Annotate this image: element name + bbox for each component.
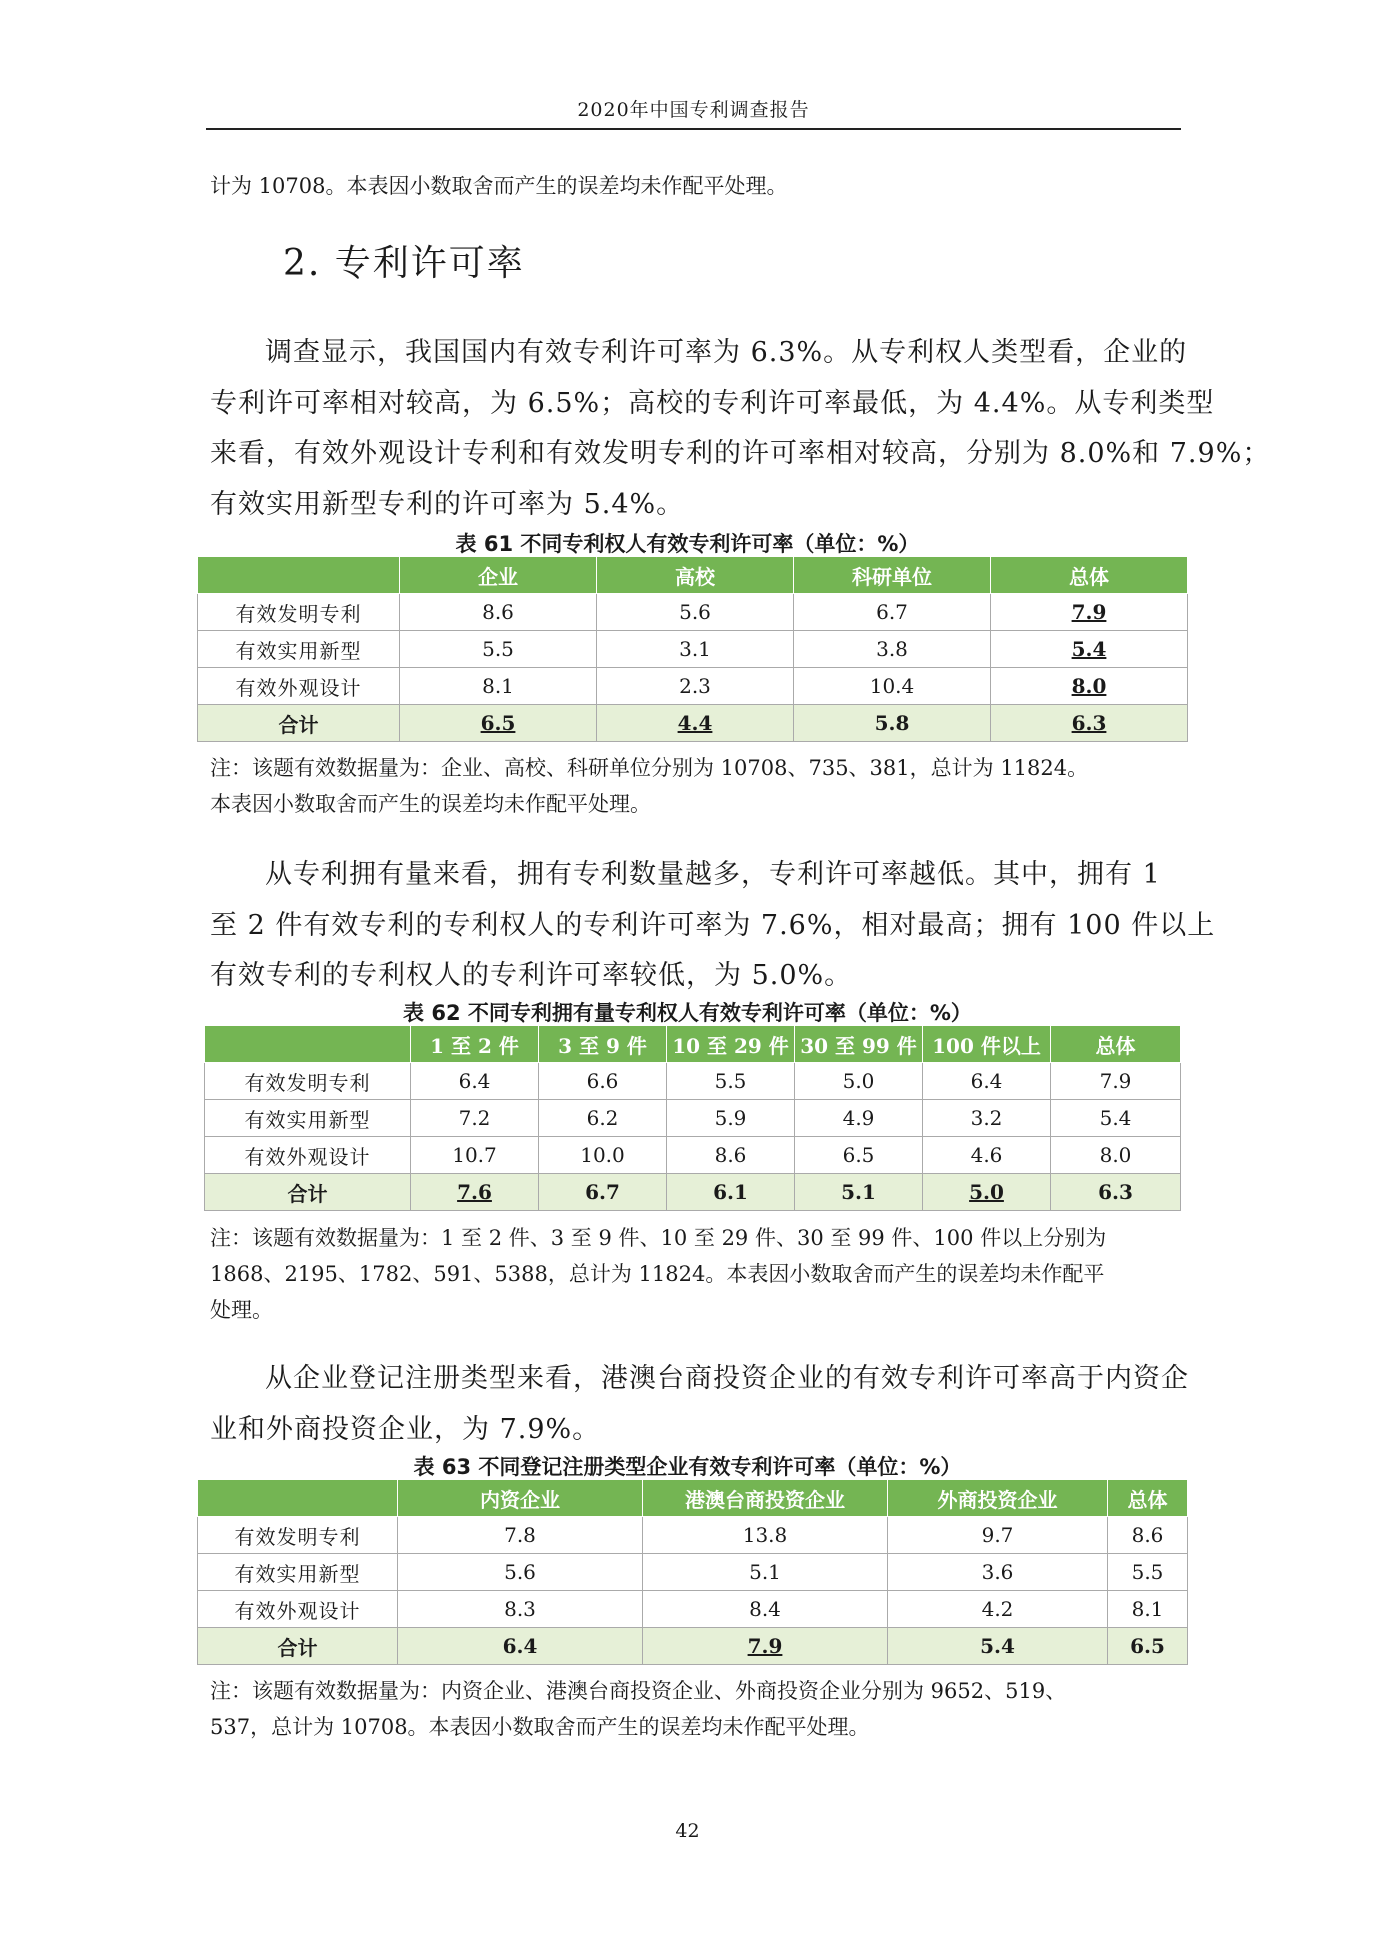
table61-note-line-1: 注：该题有效数据量为：企业、高校、科研单位分别为 10708、735、381，总计为 11824。	[210, 756, 1089, 780]
table63-row-label: 有效外观设计	[198, 1591, 398, 1628]
table61-row-label: 有效发明专利	[198, 594, 400, 631]
table62-header-col: 30 至 99 件	[795, 1026, 923, 1063]
table62-row-label: 有效外观设计	[205, 1137, 411, 1174]
table63-cell: 9.7	[888, 1517, 1108, 1554]
table61-cell	[400, 705, 597, 742]
table62-cell: 6.1	[667, 1174, 795, 1211]
table63-header-corner	[198, 1480, 398, 1517]
table61-caption: 表 61 不同专利权人有效专利许可率（单位：%）	[455, 532, 920, 556]
table-row	[198, 1554, 1188, 1591]
table61-header-col: 企业	[400, 557, 597, 594]
table62-cell-value: 7.6	[457, 1180, 492, 1204]
table62-cell: 10.7	[411, 1137, 539, 1174]
table61-row-label: 有效外观设计	[198, 668, 400, 705]
table62-header-col: 3 至 9 件	[539, 1026, 667, 1063]
table61-header-col: 科研单位	[794, 557, 991, 594]
table61-cell: 2.3	[597, 668, 794, 705]
table63-cell: 6.5	[1108, 1628, 1188, 1665]
section-heading: 2. 专利许可率	[283, 243, 525, 284]
table62-header-col: 100 件以上	[923, 1026, 1051, 1063]
table63-total-row	[198, 1628, 1188, 1665]
table62-cell: 3.2	[923, 1100, 1051, 1137]
table61-cell: 5.5	[400, 631, 597, 668]
table61-cell-value: 8.0	[1071, 674, 1107, 698]
table62-cell: 8.0	[1051, 1137, 1181, 1174]
table61-cell: 8.6	[400, 594, 597, 631]
para1-line-1: 调查显示，我国国内有效专利许可率为 6.3%。从专利权人类型看，企业的	[265, 337, 1188, 368]
table63-cell: 7.8	[398, 1517, 643, 1554]
table62	[204, 1025, 1181, 1211]
table61-cell-value: 6.3	[1071, 711, 1107, 735]
table61-row-label: 有效实用新型	[198, 631, 400, 668]
table61-cell: 8.1	[400, 668, 597, 705]
table63-header-col: 外商投资企业	[888, 1480, 1108, 1517]
table63-header-col: 内资企业	[398, 1480, 643, 1517]
table61-cell: 5.6	[597, 594, 794, 631]
table-row	[198, 668, 1188, 705]
table62-note-line-2: 1868、2195、1782、591、5388，总计为 11824。本表因小数取舍而产生的误差均未作配平	[210, 1262, 1105, 1286]
table62-cell: 6.7	[539, 1174, 667, 1211]
table63-header-col: 总体	[1108, 1480, 1188, 1517]
table62-row-label: 有效实用新型	[205, 1100, 411, 1137]
table61-note-line-2: 本表因小数取舍而产生的误差均未作配平处理。	[210, 792, 651, 816]
table61-cell	[991, 705, 1188, 742]
table63-caption: 表 63 不同登记注册类型企业有效专利许可率（单位：%）	[413, 1455, 962, 1479]
table63-cell-value: 7.9	[747, 1634, 783, 1658]
table62-cell: 7.9	[1051, 1063, 1181, 1100]
table63-cell: 8.1	[1108, 1591, 1188, 1628]
table61-total-row	[198, 705, 1188, 742]
table62-cell: 4.6	[923, 1137, 1051, 1174]
table-row	[205, 1137, 1181, 1174]
para3-line-2: 业和外商投资企业，为 7.9%。	[210, 1414, 601, 1445]
table62-cell: 6.2	[539, 1100, 667, 1137]
table63	[197, 1479, 1188, 1665]
table63-cell: 4.2	[888, 1591, 1108, 1628]
para1-line-2: 专利许可率相对较高，为 6.5%；高校的专利许可率最低，为 4.4%。从专利类型	[210, 388, 1215, 419]
table62-cell: 6.4	[923, 1063, 1051, 1100]
table63-header-row	[198, 1480, 1188, 1517]
para3-line-1: 从企业登记注册类型来看，港澳台商投资企业的有效专利许可率高于内资企	[265, 1363, 1189, 1394]
table61-total-label: 合计	[198, 705, 400, 742]
table62-cell: 6.5	[795, 1137, 923, 1174]
table-row	[198, 631, 1188, 668]
table62-cell: 4.9	[795, 1100, 923, 1137]
table61-header-row	[198, 557, 1188, 594]
table63-row-label: 有效发明专利	[198, 1517, 398, 1554]
table63-total-label: 合计	[198, 1628, 398, 1665]
table62-cell	[411, 1174, 539, 1211]
table63-cell: 8.3	[398, 1591, 643, 1628]
table61-cell: 3.1	[597, 631, 794, 668]
table-row	[205, 1100, 1181, 1137]
para1-line-3: 来看，有效外观设计专利和有效发明专利的许可率相对较高，分别为 8.0%和 7.9%；	[210, 438, 1271, 469]
table63-cell: 6.4	[398, 1628, 643, 1665]
para1-line-4: 有效实用新型专利的许可率为 5.4%。	[210, 489, 685, 520]
table62-cell: 6.6	[539, 1063, 667, 1100]
table61-cell: 6.7	[794, 594, 991, 631]
table62-cell: 8.6	[667, 1137, 795, 1174]
table62-note-line-3: 处理。	[210, 1298, 273, 1322]
table62-header-col: 10 至 29 件	[667, 1026, 795, 1063]
table63-cell: 5.6	[398, 1554, 643, 1591]
table62-cell: 5.0	[795, 1063, 923, 1100]
table62-cell: 6.4	[411, 1063, 539, 1100]
table63-note-line-1: 注：该题有效数据量为：内资企业、港澳台商投资企业、外商投资企业分别为 9652、519、	[210, 1679, 1067, 1703]
table63-cell: 5.5	[1108, 1554, 1188, 1591]
table61-cell-value: 6.5	[480, 711, 516, 735]
table-row	[198, 1517, 1188, 1554]
table62-cell: 5.5	[667, 1063, 795, 1100]
table-row	[198, 594, 1188, 631]
table61-cell	[991, 594, 1188, 631]
table-row	[198, 1591, 1188, 1628]
table-row	[205, 1063, 1181, 1100]
table61-cell-value: 5.4	[1071, 637, 1107, 661]
table62-cell: 7.2	[411, 1100, 539, 1137]
intro-line: 计为 10708。本表因小数取舍而产生的误差均未作配平处理。	[210, 174, 788, 198]
table63-cell: 5.1	[643, 1554, 888, 1591]
para2-line-3: 有效专利的专利权人的专利许可率较低，为 5.0%。	[210, 960, 853, 991]
table61-cell: 10.4	[794, 668, 991, 705]
table62-caption: 表 62 不同专利拥有量专利权人有效专利许可率（单位：%）	[403, 1001, 972, 1025]
table63-cell: 13.8	[643, 1517, 888, 1554]
table63-header-col: 港澳台商投资企业	[643, 1480, 888, 1517]
table62-total-label: 合计	[205, 1174, 411, 1211]
table63-note-line-2: 537，总计为 10708。本表因小数取舍而产生的误差均未作配平处理。	[210, 1715, 870, 1739]
table61-cell	[597, 705, 794, 742]
table62-header-row	[205, 1026, 1181, 1063]
table63-cell: 8.6	[1108, 1517, 1188, 1554]
table62-header-corner	[205, 1026, 411, 1063]
table62-cell-value: 5.0	[969, 1180, 1004, 1204]
table62-cell: 5.9	[667, 1100, 795, 1137]
table61-cell	[991, 631, 1188, 668]
para2-line-2: 至 2 件有效专利的专利权人的专利许可率为 7.6%，相对最高；拥有 100 件以上	[210, 910, 1216, 941]
table61-cell-value: 4.4	[677, 711, 713, 735]
table63-cell: 8.4	[643, 1591, 888, 1628]
table62-cell: 5.4	[1051, 1100, 1181, 1137]
table61-cell	[991, 668, 1188, 705]
table61	[197, 556, 1188, 742]
table62-note-line-1: 注：该题有效数据量为：1 至 2 件、3 至 9 件、10 至 29 件、30 至 99 件、100 件以上分别为	[210, 1226, 1107, 1250]
table61-cell: 5.8	[794, 705, 991, 742]
table62-cell: 6.3	[1051, 1174, 1181, 1211]
para2-line-1: 从专利拥有量来看，拥有专利数量越多，专利许可率越低。其中，拥有 1	[265, 859, 1161, 890]
table61-header-col: 总体	[991, 557, 1188, 594]
table62-total-row	[205, 1174, 1181, 1211]
table62-header-col: 1 至 2 件	[411, 1026, 539, 1063]
page-number: 42	[675, 1820, 700, 1842]
table62-cell: 10.0	[539, 1137, 667, 1174]
table62-cell: 5.1	[795, 1174, 923, 1211]
table62-header-col: 总体	[1051, 1026, 1181, 1063]
table62-row-label: 有效发明专利	[205, 1063, 411, 1100]
table63-cell	[643, 1628, 888, 1665]
table61-header-corner	[198, 557, 400, 594]
header-rule	[206, 128, 1181, 130]
table63-cell: 5.4	[888, 1628, 1108, 1665]
table63-row-label: 有效实用新型	[198, 1554, 398, 1591]
table62-cell	[923, 1174, 1051, 1211]
table63-cell: 3.6	[888, 1554, 1108, 1591]
table61-cell-value: 7.9	[1071, 600, 1107, 624]
page-header: 2020年中国专利调查报告	[577, 99, 810, 121]
table61-header-col: 高校	[597, 557, 794, 594]
table61-cell: 3.8	[794, 631, 991, 668]
